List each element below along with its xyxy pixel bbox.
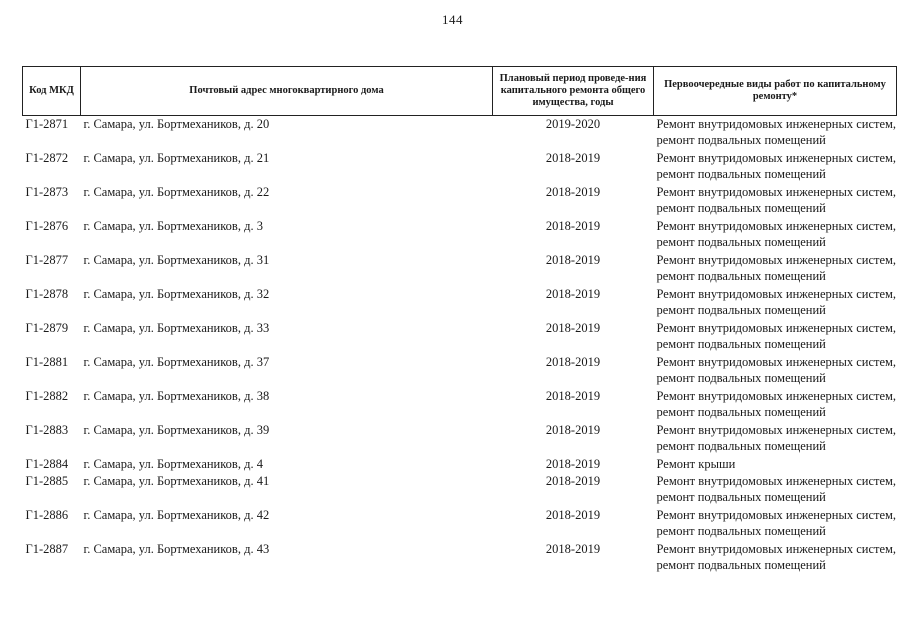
- works-line: ремонт подвальных помещений: [656, 235, 826, 249]
- period-cell: 2018-2019: [545, 355, 601, 369]
- period-cell: 2018-2019: [545, 542, 601, 556]
- works-cell: [654, 473, 897, 507]
- works-cell: [654, 286, 897, 320]
- code-cell: Г1-2882: [25, 389, 69, 403]
- works-line: ремонт подвальных помещений: [656, 337, 826, 351]
- period-cell: 2018-2019: [545, 389, 601, 403]
- table-row: [23, 150, 897, 184]
- table-row: [23, 473, 897, 507]
- address-cell: г. Самара, ул. Бортмехаников, д. 43: [83, 542, 270, 556]
- works-cell: [654, 150, 897, 184]
- header-address: Почтовый адрес многоквартирного дома: [81, 67, 493, 116]
- works-line: Ремонт внутридомовых инженерных систем,: [656, 389, 897, 403]
- address-cell: г. Самара, ул. Бортмехаников, д. 37: [83, 355, 270, 369]
- works-line: Ремонт внутридомовых инженерных систем,: [656, 321, 897, 335]
- code-cell: Г1-2879: [25, 321, 69, 335]
- table-row: [23, 456, 897, 473]
- works-cell: [654, 320, 897, 354]
- page-number: 144: [442, 12, 463, 27]
- code-cell: Г1-2886: [25, 508, 69, 522]
- code-cell: Г1-2883: [25, 423, 69, 437]
- address-cell: г. Самара, ул. Бортмехаников, д. 22: [83, 185, 270, 199]
- address-cell: г. Самара, ул. Бортмехаников, д. 38: [83, 389, 270, 403]
- works-line: ремонт подвальных помещений: [656, 490, 826, 504]
- address-cell: г. Самара, ул. Бортмехаников, д. 31: [83, 253, 270, 267]
- works-line: ремонт подвальных помещений: [656, 371, 826, 385]
- works-line: Ремонт внутридомовых инженерных систем,: [656, 355, 897, 369]
- address-cell: г. Самара, ул. Бортмехаников, д. 33: [83, 321, 270, 335]
- period-cell: 2018-2019: [545, 457, 601, 471]
- period-cell: 2018-2019: [545, 508, 601, 522]
- header-period: Плановый период проведе-ния капитального ремонта общего имущества, годы: [493, 67, 654, 116]
- works-line: Ремонт внутридомовых инженерных систем,: [656, 474, 897, 488]
- works-line: ремонт подвальных помещений: [656, 405, 826, 419]
- code-cell: Г1-2885: [25, 474, 69, 488]
- works-line: Ремонт внутридомовых инженерных систем,: [656, 151, 897, 165]
- header-works: Первоочередные виды работ по капитальному ремонту*: [654, 67, 897, 116]
- works-cell: [654, 541, 897, 575]
- works-cell: [654, 507, 897, 541]
- works-cell: [654, 116, 897, 151]
- works-cell: [654, 218, 897, 252]
- works-line: ремонт подвальных помещений: [656, 201, 826, 215]
- address-cell: г. Самара, ул. Бортмехаников, д. 41: [83, 474, 270, 488]
- works-line: ремонт подвальных помещений: [656, 133, 826, 147]
- code-cell: Г1-2876: [25, 219, 69, 233]
- code-cell: Г1-2873: [25, 185, 69, 199]
- works-cell: [654, 184, 897, 218]
- works-line: ремонт подвальных помещений: [656, 167, 826, 181]
- table-row: [23, 320, 897, 354]
- works-line: ремонт подвальных помещений: [656, 558, 826, 572]
- code-cell: Г1-2871: [25, 117, 69, 131]
- address-cell: г. Самара, ул. Бортмехаников, д. 4: [83, 457, 263, 471]
- header-code: Код МКД: [23, 67, 81, 116]
- code-cell: Г1-2872: [25, 151, 69, 165]
- address-cell: г. Самара, ул. Бортмехаников, д. 20: [83, 117, 270, 131]
- works-line: Ремонт внутридомовых инженерных систем,: [656, 287, 897, 301]
- works-line: Ремонт внутридомовых инженерных систем,: [656, 185, 897, 199]
- code-cell: Г1-2881: [25, 355, 69, 369]
- period-cell: 2018-2019: [545, 253, 601, 267]
- works-cell: [654, 456, 897, 473]
- address-cell: г. Самара, ул. Бортмехаников, д. 39: [83, 423, 270, 437]
- table-row: [23, 218, 897, 252]
- address-cell: г. Самара, ул. Бортмехаников, д. 42: [83, 508, 270, 522]
- table-row: [23, 286, 897, 320]
- address-cell: г. Самара, ул. Бортмехаников, д. 32: [83, 287, 270, 301]
- works-line: Ремонт внутридомовых инженерных систем,: [656, 253, 897, 267]
- table-row: [23, 507, 897, 541]
- code-cell: Г1-2887: [25, 542, 69, 556]
- works-line: ремонт подвальных помещений: [656, 524, 826, 538]
- address-cell: г. Самара, ул. Бортмехаников, д. 3: [83, 219, 263, 233]
- period-cell: 2018-2019: [545, 219, 601, 233]
- period-cell: 2018-2019: [545, 151, 601, 165]
- table-row: [23, 252, 897, 286]
- code-cell: Г1-2877: [25, 253, 69, 267]
- code-cell: Г1-2884: [25, 457, 69, 471]
- works-line: ремонт подвальных помещений: [656, 269, 826, 283]
- works-line: Ремонт внутридомовых инженерных систем,: [656, 542, 897, 556]
- table-row: [23, 184, 897, 218]
- works-line: Ремонт внутридомовых инженерных систем,: [656, 117, 897, 131]
- works-line: Ремонт внутридомовых инженерных систем,: [656, 423, 897, 437]
- capital-repair-table: [22, 66, 897, 575]
- table-row: [23, 541, 897, 575]
- table-row: [23, 388, 897, 422]
- table-row: [23, 354, 897, 388]
- period-cell: 2018-2019: [545, 474, 601, 488]
- code-cell: Г1-2878: [25, 287, 69, 301]
- works-cell: [654, 252, 897, 286]
- table-header: [23, 67, 897, 116]
- table-row: [23, 116, 897, 151]
- works-line: ремонт подвальных помещений: [656, 303, 826, 317]
- header-row: [23, 67, 897, 116]
- works-line: ремонт подвальных помещений: [656, 439, 826, 453]
- works-line: Ремонт внутридомовых инженерных систем,: [656, 508, 897, 522]
- works-cell: [654, 422, 897, 456]
- table-body: [23, 116, 897, 576]
- period-cell: 2019-2020: [545, 117, 601, 131]
- works-cell: [654, 388, 897, 422]
- period-cell: 2018-2019: [545, 185, 601, 199]
- period-cell: 2018-2019: [545, 321, 601, 335]
- address-cell: г. Самара, ул. Бортмехаников, д. 21: [83, 151, 270, 165]
- period-cell: 2018-2019: [545, 423, 601, 437]
- works-line: Ремонт крыши: [656, 457, 736, 471]
- table-row: [23, 422, 897, 456]
- works-line: Ремонт внутридомовых инженерных систем,: [656, 219, 897, 233]
- works-cell: [654, 354, 897, 388]
- period-cell: 2018-2019: [545, 287, 601, 301]
